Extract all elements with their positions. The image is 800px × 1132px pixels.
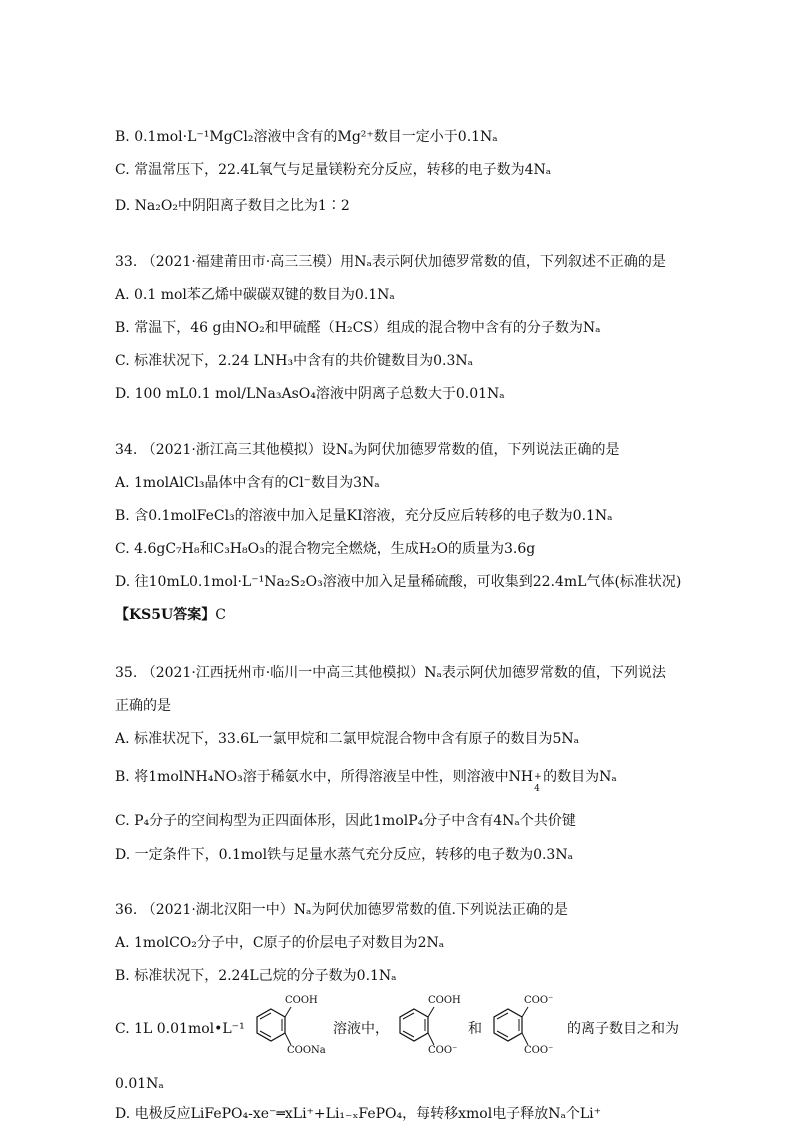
- q32-option-d: D. Na₂O₂中阴阳离子数目之比为1∶2: [115, 198, 350, 214]
- ion-subscript: 4: [534, 784, 540, 794]
- molecule-hydrogen-phthalate-ion: [388, 995, 468, 1063]
- q36-option-a: A. 1molCO₂分子中，C原子的价层电子对数目为2Nₐ: [115, 935, 445, 951]
- q34-option-b: B. 含0.1molFeCl₃的溶液中加入足量KI溶液，充分反应后转移的电子数为0.1Nₐ: [115, 508, 613, 524]
- q36-option-c-suffix: 的离子数目之和为: [567, 1021, 679, 1037]
- q33-option-a: A. 0.1 mol苯乙烯中碳碳双键的数目为0.1Nₐ: [115, 287, 395, 303]
- q32-option-c: C. 常温常压下，22.4L氧气与足量镁粉充分反应，转移的电子数为4Nₐ: [115, 162, 552, 178]
- molecule-phthalate-ion: [482, 995, 564, 1063]
- mol2-bottom-group: COO⁻: [428, 1045, 458, 1056]
- q35-option-b: [115, 767, 617, 794]
- q36-option-c-continuation: 0.01Nₐ: [115, 1076, 164, 1092]
- q34-option-a: A. 1molAlCl₃晶体中含有的Cl⁻数目为3Nₐ: [115, 475, 380, 491]
- q33-option-b: B. 常温下，46 g由NO₂和甲硫醛（H₂CS）组成的混合物中含有的分子数为Nₐ: [115, 320, 601, 336]
- mol1-top-group: COOH: [285, 995, 318, 1006]
- ion-charge: +: [534, 772, 542, 782]
- q34-option-c: C. 4.6gC₇H₈和C₃H₈O₃的混合物完全燃烧，生成H₂O的质量为3.6g: [115, 541, 536, 557]
- mol2-top-group: COOH: [428, 995, 461, 1006]
- q36-option-c-mid2: 和: [468, 1021, 482, 1037]
- q35-option-d: D. 一定条件下，0.1mol铁与足量水蒸气充分反应，转移的电子数为0.3Nₐ: [115, 847, 573, 863]
- q36-option-c-prefix: C. 1L 0.01mol•L⁻¹: [115, 1021, 245, 1037]
- q33-stem: 33. （2021·福建莆田市·高三三模）用Nₐ表示阿伏加德罗常数的值，下列叙述不正确的是: [115, 254, 666, 270]
- q36-option-b: B. 标准状况下，2.24L己烷的分子数为0.1Nₐ: [115, 968, 397, 984]
- molecule-sodium-hydrogen-phthalate: [245, 995, 330, 1063]
- mol1-bottom-group: COONa: [287, 1045, 326, 1056]
- q36-option-c-mid1: 溶液中，: [333, 1021, 389, 1037]
- q35-option-a: A. 标准状况下，33.6L一氯甲烷和二氯甲烷混合物中含有原子的数目为5Nₐ: [115, 731, 580, 747]
- option-b-text-end: 的数目为Nₐ: [543, 769, 617, 785]
- q36-stem: 36. （2021·湖北汉阳一中）Nₐ为阿伏加德罗常数的值.下列说法正确的是: [115, 902, 568, 918]
- answer-label: 【KS5U答案】: [115, 607, 216, 623]
- q33-option-d: D. 100 mL0.1 mol/LNa₃AsO₄溶液中阴离子总数大于0.01Nₐ: [115, 386, 505, 402]
- q34-answer: [115, 605, 226, 625]
- q36-option-d: D. 电极反应LiFePO₄-xe⁻═xLi⁺+Li₁₋ₓFePO₄，每转移xmol电子释放Nₐ个Li⁺: [115, 1106, 602, 1122]
- q35-option-c: C. P₄分子的空间构型为正四面体形，因此1molP₄分子中含有4Nₐ个共价键: [115, 813, 576, 829]
- option-b-text: B. 将1molNH₄NO₃溶于稀氨水中，所得溶液呈中性，则溶液中NH: [115, 769, 534, 785]
- q32-option-b: B. 0.1mol·L⁻¹MgCl₂溶液中含有的Mg²⁺数目一定小于0.1Nₐ: [115, 129, 498, 145]
- q34-stem: 34. （2021·浙江高三其他模拟）设Nₐ为阿伏加德罗常数的值，下列说法正确的是: [115, 442, 620, 458]
- q35-stem-line2: 正确的是: [115, 698, 171, 714]
- mol3-top-group: COO⁻: [524, 995, 554, 1006]
- q34-option-d: D. 往10mL0.1mol·L⁻¹Na₂S₂O₃溶液中加入足量稀硫酸，可收集到22.4mL气体(标准状况): [115, 574, 682, 590]
- answer-value: C: [215, 607, 226, 623]
- q33-option-c: C. 标准状况下，2.24 LNH₃中含有的共价键数目为0.3Nₐ: [115, 353, 474, 369]
- mol3-bottom-group: COO⁻: [524, 1045, 554, 1056]
- q35-stem-line1: 35. （2021·江西抚州市·临川一中高三其他模拟）Nₐ表示阿伏加德罗常数的值，下列说法: [115, 665, 666, 681]
